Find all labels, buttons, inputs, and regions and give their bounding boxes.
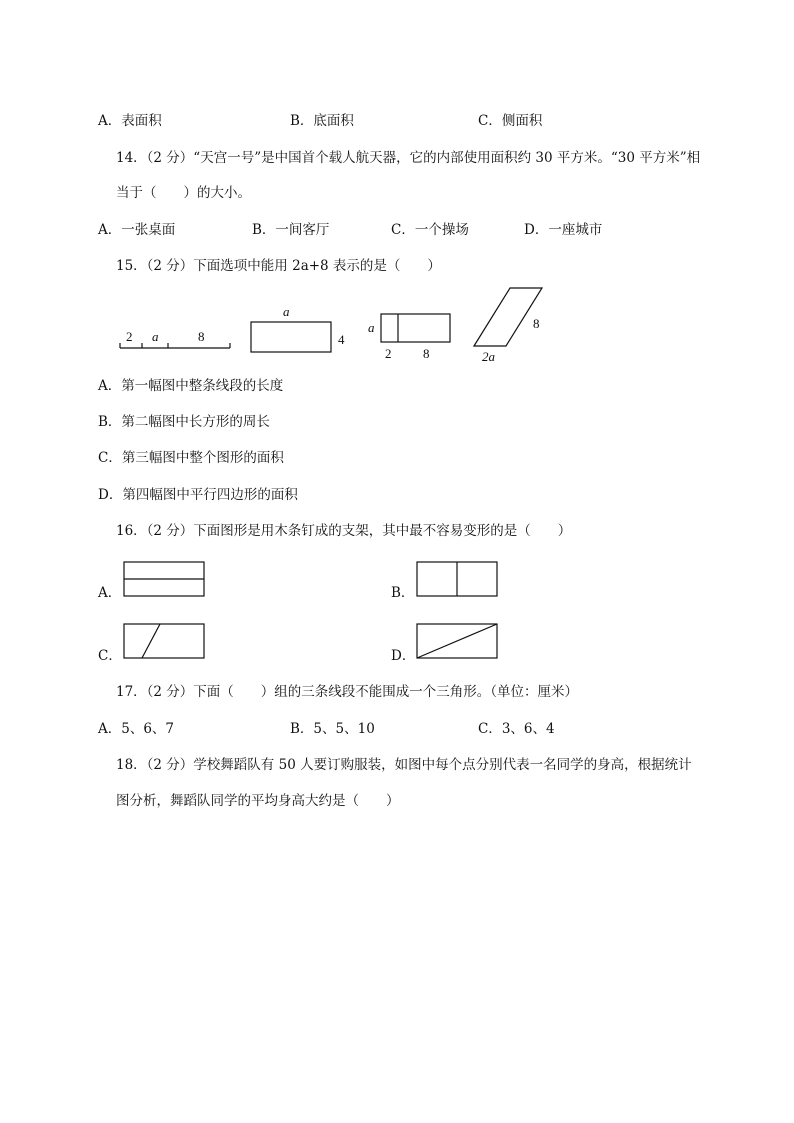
q16-figure-a xyxy=(122,560,206,598)
q15-option-b: B．第二幅图中长方形的周长 xyxy=(98,414,270,430)
q15-fig4-label-2a: 2a xyxy=(482,349,495,364)
q14-option-d: D．一座城市 xyxy=(524,222,603,238)
q15-fig2-label-4: 4 xyxy=(338,332,345,347)
q14-stem-line1: 14．（2 分）“天宫一号”是中国首个载人航天器，它的内部使用面积约 30 平方米。“30 平方米”相 xyxy=(116,150,701,166)
q17-option-a: A．5、6、7 xyxy=(98,721,175,737)
q15-fig3-label-a: a xyxy=(368,320,375,335)
q15-fig1-label-a: a xyxy=(152,329,159,344)
q18-stem-line1: 18．（2 分）学校舞蹈队有 50 人要订购服装，如图中每个点分别代表一名同学的身高，根据统计 xyxy=(116,757,692,773)
q14-option-a: A．一张桌面 xyxy=(98,222,176,238)
q16-figure-c xyxy=(122,622,206,660)
q16-label-a: A． xyxy=(98,585,122,601)
q16-label-b: B． xyxy=(391,585,415,601)
q17-option-b: B．5、5、10 xyxy=(290,721,375,737)
q15-fig3-label-8: 8 xyxy=(423,346,430,361)
q15-figure-2-rectangle xyxy=(248,302,358,356)
q15-fig4-label-8: 8 xyxy=(533,316,540,331)
q15-option-c: C．第三幅图中整个图形的面积 xyxy=(98,450,284,466)
q16-stem: 16．（2 分）下面图形是用木条钉成的支架，其中最不容易变形的是（ ） xyxy=(116,523,572,539)
q13-option-b: B．底面积 xyxy=(290,113,354,129)
q14-option-b: B．一间客厅 xyxy=(252,222,330,238)
q15-option-a: A．第一幅图中整条线段的长度 xyxy=(98,378,284,394)
q17-stem: 17．（2 分）下面（ ）组的三条线段不能围成一个三角形。（单位：厘米） xyxy=(116,684,579,700)
q15-fig3-label-2: 2 xyxy=(385,346,392,361)
q17-option-c: C．3、6、4 xyxy=(478,721,555,737)
q15-fig1-label-8: 8 xyxy=(198,329,205,344)
q13-option-c: C．侧面积 xyxy=(478,113,543,129)
q16-figure-b xyxy=(415,560,499,598)
q16-label-c: C． xyxy=(98,648,122,664)
q13-option-a: A．表面积 xyxy=(98,113,162,129)
q15-figure-3-composite xyxy=(366,308,456,364)
q15-fig1-label-2: 2 xyxy=(126,329,133,344)
q16-figure-d xyxy=(415,622,499,660)
q15-figure-4-parallelogram xyxy=(470,284,560,364)
q16-label-d: D． xyxy=(391,648,416,664)
q15-option-d: D．第四幅图中平行四边形的面积 xyxy=(98,487,298,503)
q14-stem-line2: 当于（ ）的大小。 xyxy=(116,185,251,201)
q15-figure-1-segment xyxy=(116,318,236,358)
q18-stem-line2: 图分析，舞蹈队同学的平均身高大约是（ ） xyxy=(116,793,400,809)
q14-option-c: C．一个操场 xyxy=(391,222,469,238)
q15-stem: 15．（2 分）下面选项中能用 2a+8 表示的是（ ） xyxy=(116,258,441,274)
q15-fig2-label-a: a xyxy=(283,304,290,319)
